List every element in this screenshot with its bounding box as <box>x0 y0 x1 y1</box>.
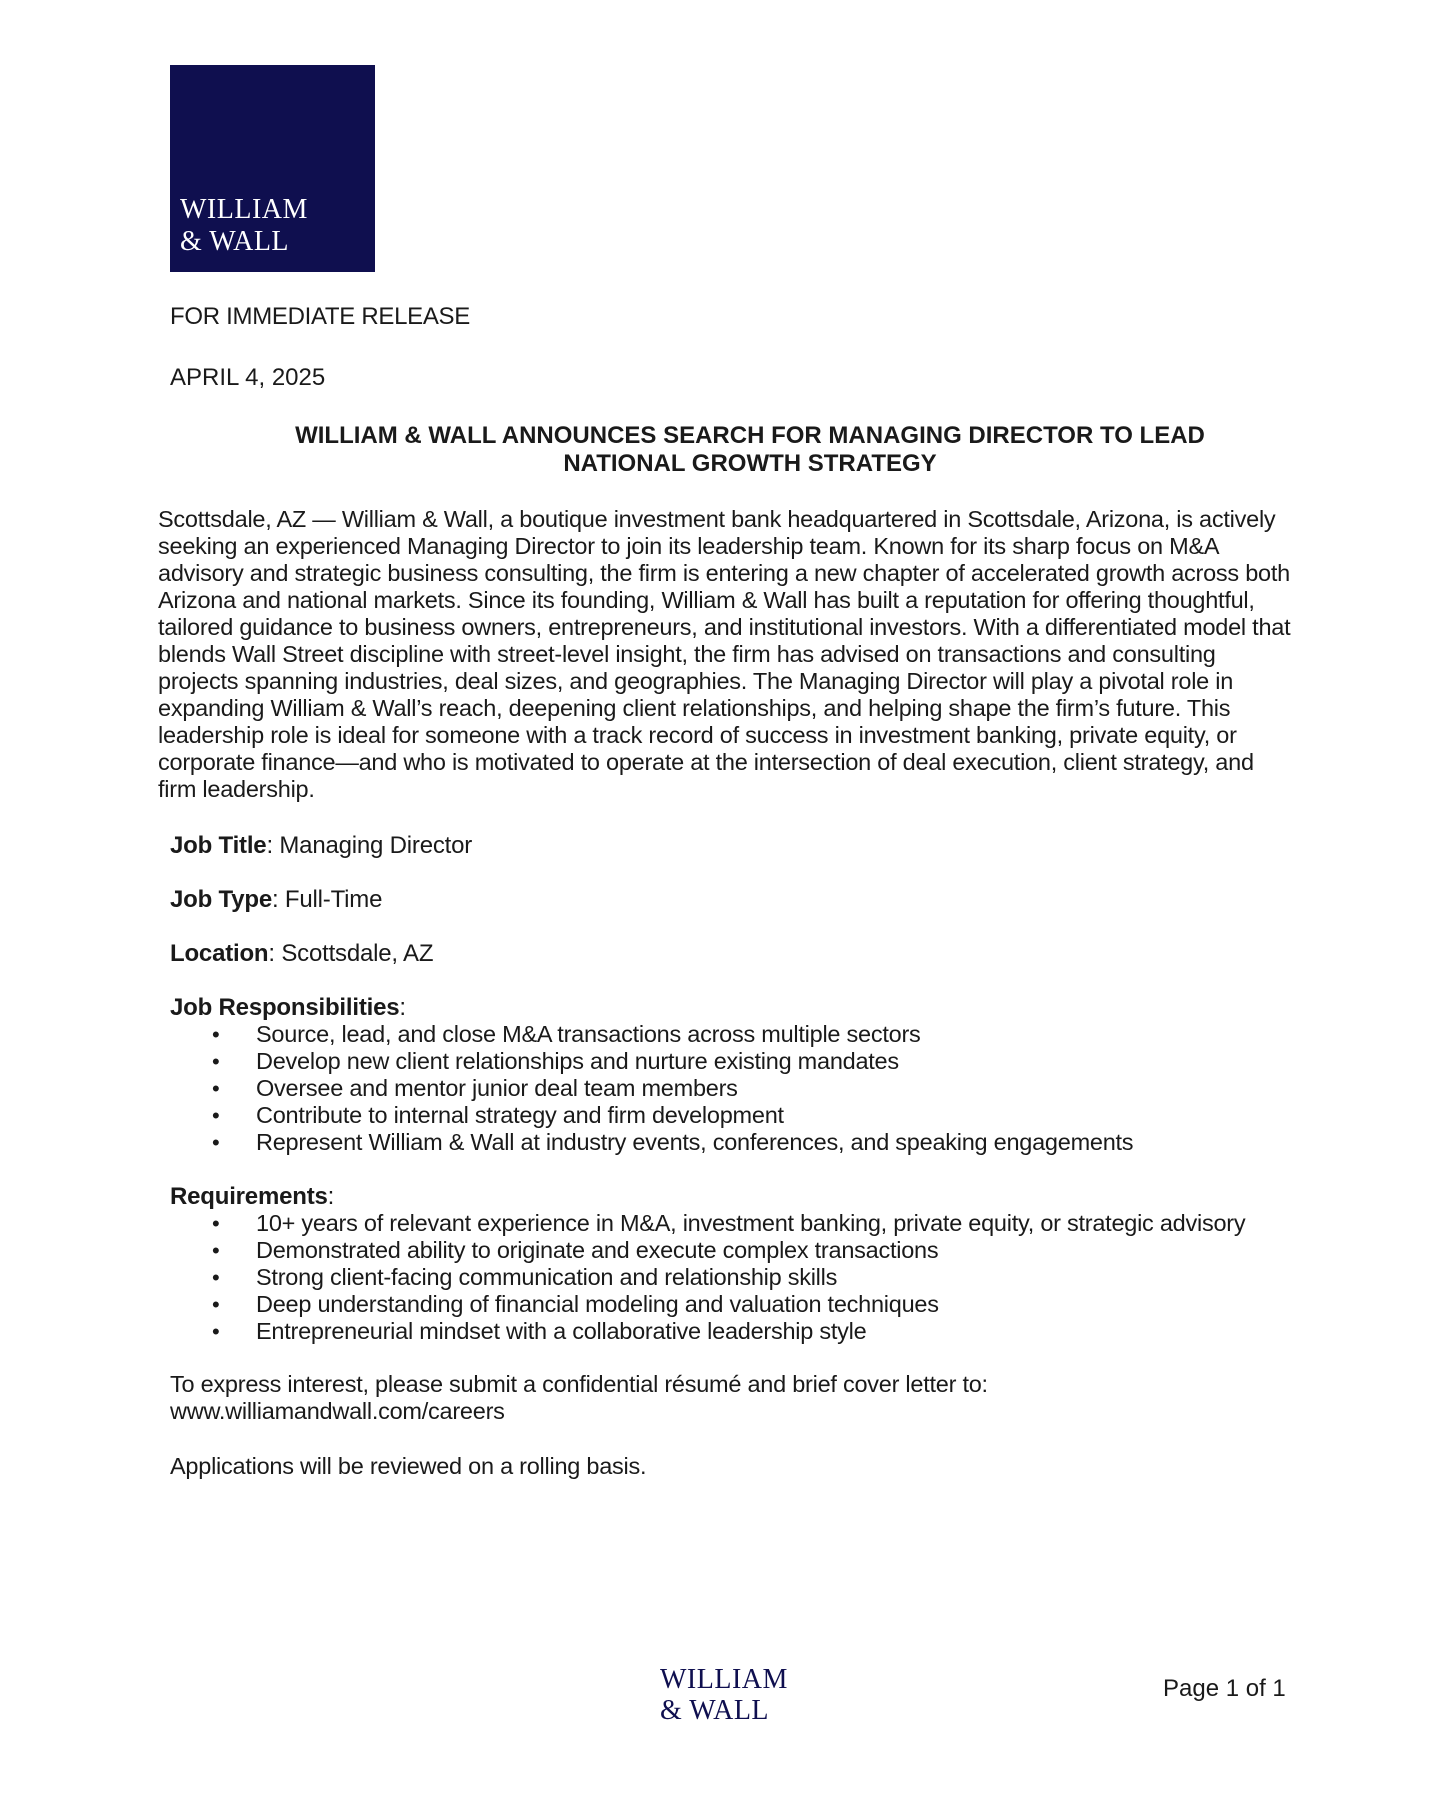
location-label: Location <box>170 940 269 967</box>
list-item: • Contribute to internal strategy and firm development <box>170 1102 1320 1129</box>
headline <box>200 422 1300 478</box>
job-title-label: Job Title <box>170 832 267 859</box>
list-item: • Strong client-facing communication and relationship skills <box>170 1264 1320 1291</box>
list-item: • Deep understanding of financial modeling and valuation techniques <box>170 1291 1320 1318</box>
release-label: FOR IMMEDIATE RELEASE <box>170 303 470 330</box>
list-item: • Demonstrated ability to originate and execute complex transactions <box>170 1237 1320 1264</box>
footer-logo-line-2: & WALL <box>660 1695 770 1726</box>
body-paragraph: Scottsdale, AZ — William & Wall, a boutique investment bank headquartered in Scottsdale, Arizona, is actively seeking an experienced Managing Director to join its leadership team. Known for its sharp focus on M&A advisory and strategic business consulting, the firm is entering a new chapter of accelerated growth across both Arizona and national markets. Since its founding, William & Wall has built a reputation for offering thoughtful, tailored guidance to business owners, entrepreneurs, and institutional investors. With a differentiated model that blends Wall Street discipline with street-level insight, the firm has advised on transactions and consulting projects spanning industries, deal sizes, and geographies. The Managing Director will play a pivotal role in expanding William & Wall’s reach, deepening client relationships, and helping shape the firm’s future. This leadership role is ideal for someone with a track record of success in investment banking, private equity, or corporate finance—and who is motivated to operate at the intersection of deal execution, client strategy, and firm leadership. <box>158 506 1291 802</box>
requirements-label: Requirements <box>170 1183 328 1210</box>
job-title-value: Managing Director <box>279 832 473 859</box>
list-item: • Represent William & Wall at industry events, conferences, and speaking engagements <box>170 1129 1320 1156</box>
job-type-field: Job Type: Full-Time <box>170 886 383 913</box>
footer-logo-line-1: WILLIAM <box>660 1664 788 1695</box>
requirements-heading: Requirements: <box>170 1183 335 1210</box>
job-type-value: Full-Time <box>284 886 383 913</box>
careers-link[interactable]: www.williamandwall.com/careers <box>170 1398 505 1424</box>
requirements-list <box>170 1210 1320 1345</box>
logo-line-2: & WALL <box>180 226 290 257</box>
location-field: Location: Scottsdale, AZ <box>170 940 434 967</box>
contact-text: To express interest, please submit a confidential résumé and brief cover letter to: <box>170 1371 988 1397</box>
job-title-field: Job Title: Managing Director <box>170 832 473 859</box>
headline-line-2: NATIONAL GROWTH STRATEGY <box>563 450 937 477</box>
headline-line-1: WILLIAM & WALL ANNOUNCES SEARCH FOR MANAGING DIRECTOR TO LEAD <box>295 422 1205 449</box>
list-item: • Source, lead, and close M&A transactions across multiple sectors <box>170 1021 1320 1048</box>
logo-line-1: WILLIAM <box>180 194 308 225</box>
location-value: Scottsdale, AZ <box>281 940 434 967</box>
logo-wordmark <box>180 194 308 258</box>
list-item: • 10+ years of relevant experience in M&A, investment banking, private equity, or strategic advisory <box>170 1210 1320 1237</box>
footer-logo <box>660 1664 788 1726</box>
responsibilities-list <box>170 1021 1320 1156</box>
responsibilities-label: Job Responsibilities <box>170 994 400 1021</box>
job-type-label: Job Type <box>170 886 272 913</box>
page-number: Page 1 of 1 <box>1163 1675 1286 1702</box>
release-date: APRIL 4, 2025 <box>170 364 326 391</box>
list-item: • Develop new client relationships and nurture existing mandates <box>170 1048 1320 1075</box>
list-item: • Oversee and mentor junior deal team members <box>170 1075 1320 1102</box>
company-logo <box>170 65 375 272</box>
responsibilities-heading: Job Responsibilities: <box>170 994 406 1021</box>
contact-instructions <box>170 1371 988 1425</box>
rolling-basis-note: Applications will be reviewed on a rolling basis. <box>170 1453 647 1479</box>
list-item: • Entrepreneurial mindset with a collaborative leadership style <box>170 1318 1320 1345</box>
